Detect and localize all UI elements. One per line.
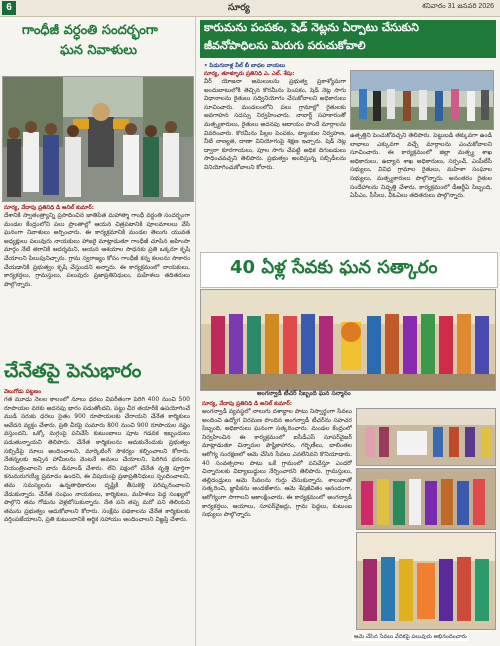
story3-dateline: • పిడుగురాళ్ల వీల్ బీ బాధల వాయలు [204,63,286,69]
story4-byline: సూర్య, వేదాపు ప్రతినిధి డి అనిల్ కుమార్: [202,401,292,407]
story2-headline: చేనేతపై పెనుభారం [4,360,142,382]
story3-headline-line2: జీవనోపాధిలను మెరుగు పరుచుకోవాలి [204,39,366,52]
story1-headline-line1: గాంధీజీ వర్ధంతి సందర్భంగా [22,23,158,38]
story1-photo [2,76,194,202]
fish-farming-photo [351,71,493,129]
felicitation-stage-photo [357,409,495,465]
column-divider [195,17,196,646]
story2-dateline: వెలుగోడు పట్టణం [4,389,42,395]
story3-byline: సూర్య, తూళ్ళూరు ప్రతినిధి ఎ. ఎల్. శేషు: [204,71,295,77]
story1-headline-line2: ఘన నివాళులు [60,43,137,58]
story3-headline-line1: కారుమను పంపకం, షెడ్ నెట్లను ఏర్పాటు చేసుకుని [204,21,419,34]
story4-group-photo [200,289,496,391]
story4-photo-3 [356,468,496,530]
story4-body: అంగన్వాడీ వ్యవస్థలో నాలుగు దశాబ్దాల పాటు నిస్వార్థంగా సేవలు అందించి ఉద్యోగ విరమణ పొందిన అంగన్వాడీ టీచర్‌ను సహచర సిబ్బంది, అధికారులు ఘనంగా సత్కరించారు. మండల కేంద్రంలో నిర్వహించిన ఈ కార్యక్రమంలో ఐసీడీఎస్ సూపర్‌వైజర్ మాట్లాడుతూ చిన్నారుల పౌష్టికాహారం, గర్భిణీలు, బాలింతల ఆరోగ్య సంరక్షణలో ఆమె చేసిన సేవలు ఎనలేనివని కొనియాడారు. 40 సంవత్సరాల పాటు ఒకే గ్రామంలో పనిచేస్తూ ఎందరో చిన్నారులకు విద్యాబుద్ధులు నేర్పించారని తెలిపారు. గ్రామస్తులు, తల్లిదండ్రులు ఆమె సేవలను గుర్తు చేసుకున్నారు. శాలువాతో సత్కరించి, జ్ఞాపికను అందజేశారు. ఆమె శేషజీవితం ఆనందంగా, ఆరోగ్యంగా సాగాలని ఆకాంక్షించారు. ఈ కార్యక్రమంలో అంగన్వాడీ కార్యకర్తలు, ఆయాలు, సూపర్‌వైజర్లు, గ్రామ పెద్దలు, కుటుంబ సభ్యులు పాల్గొన్నారు. [202,408,352,519]
story3-photo [350,70,494,130]
gandhi-tribute-photo [3,77,193,201]
story4-bottom-caption: ఆమె చేసిన సేవలు వేదికపై పలువురు అభినందించారు [354,634,467,640]
story1-body: దేశానికి స్వాతంత్ర్యాన్ని ప్రసాదించిన జాతిపిత మహాత్మా గాంధీ వర్ధంతి సందర్భంగా మండల కేంద్రంలోని పలు ప్రాంతాల్లో ఆయన చిత్రపటానికి పూలమాలలు వేసి ఘనంగా నివాళులు అర్పించారు. ఈ కార్యక్రమానికి మండల తెలుగు యువత అధ్యక్షులు పలువురు నాయకులు హాజరై మాట్లాడుతూ గాంధీజీ చూపిన అహింసా మార్గం నేటి తరానికి ఆదర్శమని, ఆయన ఆశయాల సాధనకు ప్రతి ఒక్కరూ కృషి చేయాలని పిలుపునిచ్చారు. గ్రామ స్వరాజ్యం కోసం గాంధీజీ కన్న కలలను సాకారం చేయడానికి ప్రభుత్వం కృషి చేస్తుందని అన్నారు. ఈ కార్యక్రమంలో నాయకులు, కార్యకర్తలు, గ్రామస్తులు, పలువురు ప్రజాప్రతినిధులు, మహిళలు తదితరులు పాల్గొన్నారు. [4,212,190,288]
anganwadi-felicitation-photo [201,290,495,390]
story4-photo-2 [356,408,496,466]
story4-photo-4 [356,532,496,630]
story4-headline: 40 ఏళ్ల సేవకు ఘన సత్కారం [230,257,438,278]
edition-date: శనివారం 31 జనవరి 2026 [421,3,494,10]
story4-photo-caption: అంగన్వాడీ టీచర్ సిబ్బంది ఘన సన్మానం [257,390,351,397]
ladies-group-photo [357,469,495,529]
masthead [0,0,500,17]
page-number: 6 [2,1,16,15]
honoree-group-photo [357,533,495,629]
story1-byline: సూర్య, వేదాపు ప్రతినిధి డి అనిల్ కుమార్: [4,205,94,211]
story3-body-col2: ఉత్పత్తిని పెంచుకోవచ్చని తెలిపారు. పెట్టుబడి తక్కువగా ఉండి లాభాలు ఎక్కువగా వచ్చే మార్గాలను ఎంచుకోవాలని సూచించారు. ఈ కార్యక్రమంలో జిల్లా మత్స్య శాఖ అధికారులు, ఉద్యాన శాఖ అధికారులు, సర్పంచ్, ఎంపీటీసీ సభ్యులు, వివిధ గ్రామాల రైతులు, మహిళా సంఘాల సభ్యులు, మత్స్యకారులు పాల్గొన్నారు. అనంతరం రైతుల సందేహాలను నివృత్తి చేశారు. కార్యక్రమంలో డీఆర్డీఏ సిబ్బంది, ఏపీఎం, సీసీలు, వీఓఏలు తదితరులు పాల్గొన్నారు. [350,132,492,200]
story2-body: గత మూడు నెలల కాలంలో నూలు ధరలు విపరీతంగా పెరిగి 400 నుంచి 500 రూపాయల వరకు అదనపు భారం పడుతోందని, పట్టు చీర తయారీకి ఉపయోగించే ముడి సరుకు ధరలు సైతం 900 రూపాయలకు చేరాయని చేనేత కార్మికులు ఆవేదన వ్యక్తం చేశారు. ప్రతి చీరపై సుమారు 800 నుంచి 900 రూపాయల నష్టం వస్తుందని, ఒక్కో మగ్గంపై పనిచేసే కుటుంబాలు పూట గడవక ఇబ్బందులు పడుతున్నాయని తెలిపారు. చేనేత కార్మికులను ఆదుకునేందుకు ప్రభుత్వం సబ్సిడీపై నూలు అందించాలని, మార్కెటింగ్ సౌకర్యం కల్పించాలని కోరారు. నేతన్నలకు ఇచ్చిన హామీలను వెంటనే అమలు చేయాలని, పెరిగిన ధరలను నియంత్రించాలని వారు డిమాండ్ చేశారు. లేని పక్షంలో చేనేత వృత్తి పూర్తిగా కనుమరుగయ్యే ప్రమాదం ఉందని, ఈ విషయంపై ప్రజాప్రతినిధులు స్పందించాలని, తమ సమస్యలను ఉన్నతాధికారుల దృష్టికి తీసుకెళ్లి పరిష్కరించాలని వేడుకున్నారు. చేనేత సంఘం నాయకులు, కార్మికులు, మహిళలు పెద్ద సంఖ్యలో పాల్గొని తమ గోడును వెళ్లబోసుకున్నారు. నేత పని తప్ప మరో పని తెలియని తమను ప్రభుత్వం ఆదుకోవాలని కోరారు. సంక్షేమ పథకాలను చేనేత కార్మికులకు వర్తింపజేయాలని, ప్రతి కుటుంబానికి ఆర్థిక సహాయం అందించాలని విజ్ఞప్తి చేశారు. [4,396,190,524]
paper-name: సూర్య [228,2,250,12]
story3-body-col1: వీర్ యోజనా అమలులను ప్రభుత్వ ప్రకాశ్యోమగా అందుబాటులోకి తెచ్చిన కొరమీను పెంపకం, షెడ్ నెట్ల సాగు విధానాలను రైతులు సద్వినియోగం చేసుకోవాలని అధికారులు సూచించారు. మండలంలోని పలు గ్రామాల్లో రైతులకు అవగాహన సదస్సు నిర్వహించారు. నాబార్డ్ సహకారంతో మత్స్యకారులు, రైతులు అదనపు ఆదాయం పొందే మార్గాలను వివరించారు. కొరమీను పిల్లల పెంపకం, ట్యాంకుల నిర్వహణ, నీటి నాణ్యత, దాణా వినియోగంపై శిక్షణ ఇచ్చారు. షెడ్ నెట్ల ద్వారా కూరగాయలు, పూల సాగు చేపట్టి అధిక దిగుబడులు సాధించవచ్చని తెలిపారు. ప్రభుత్వం అందిస్తున్న సబ్సిడీలను వినియోగించుకోవాలని కోరారు. [204,78,346,171]
